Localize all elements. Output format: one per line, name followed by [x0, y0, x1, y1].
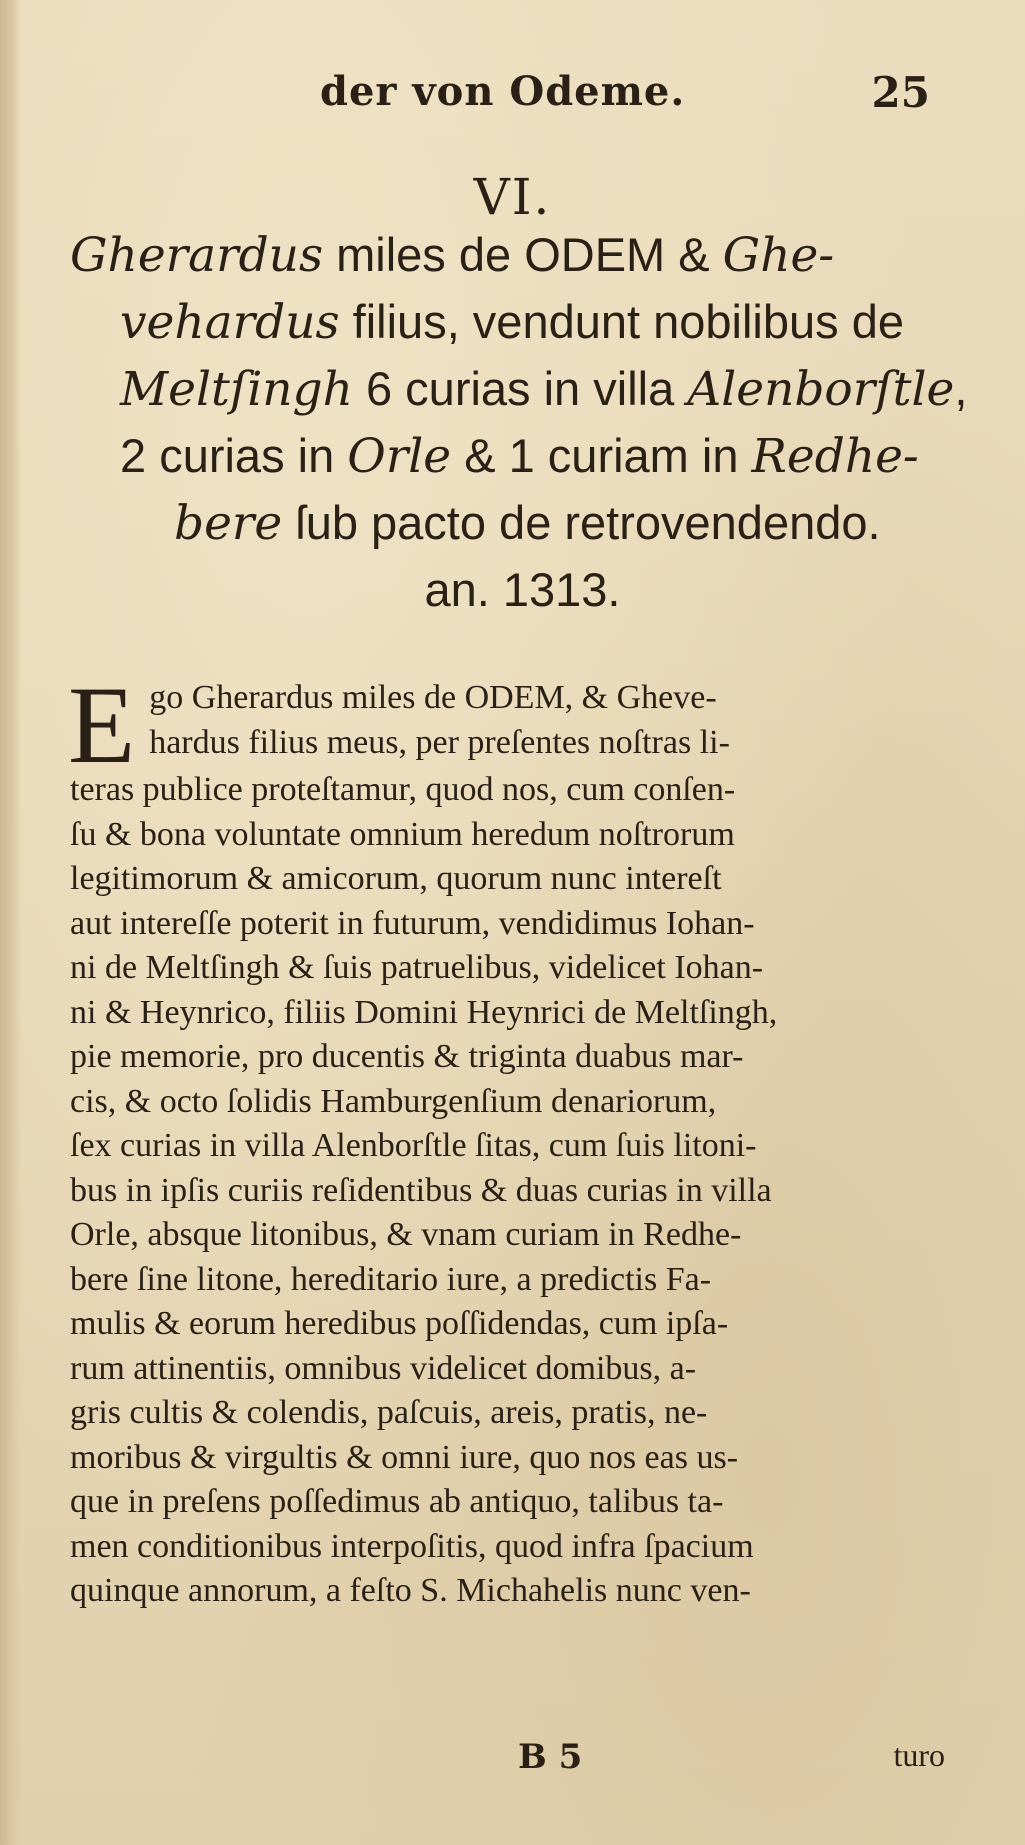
- summary-text: miles de ODEM &: [323, 228, 723, 281]
- summary-text: 6 curias in villa: [352, 362, 688, 415]
- place-name: Orle: [347, 429, 452, 484]
- person-name: vehardus: [120, 295, 340, 350]
- text-line: gris cultis & colendis, paſcuis, areis, pratis, ne-: [70, 1394, 708, 1431]
- text-line: bere ſine litone, hereditario iure, a predictis Fa-: [70, 1260, 712, 1298]
- text-line: go Gherardus miles de ODEM, & Gheve-: [149, 679, 717, 716]
- catchword: turo: [893, 1737, 945, 1773]
- text-line: pie memorie, pro ducentis & triginta duabus mar-: [70, 1038, 744, 1075]
- summary-line: [70, 423, 975, 490]
- place-name: bere: [174, 496, 283, 551]
- summary-line: [70, 356, 975, 423]
- text-line: men conditionibus interpoſitis, quod infra ſpacium: [70, 1527, 754, 1565]
- text-line: ſex curias in villa Alenborſtle ſitas, cum ſuis litoni-: [70, 1127, 757, 1164]
- page-gutter: [0, 0, 22, 1845]
- summary-year: an. 1313.: [424, 563, 621, 616]
- text-line: cis, & octo ſolidis Hamburgenſium denariorum,: [70, 1082, 717, 1120]
- summary-text: ,: [954, 362, 968, 415]
- text-line: ni & Heynrico, filiis Domini Heynrici de Meltſingh,: [70, 993, 778, 1031]
- text-line: rum attinentiis, omnibus videlicet domibus, a-: [70, 1349, 697, 1387]
- summary-text: ſub pacto de retrovendendo.: [282, 496, 881, 549]
- text-line: hardus filius meus, per preſentes noſtras li-: [149, 723, 730, 761]
- text-line: ſu & bona voluntate omnium heredum noſtrorum: [70, 815, 735, 853]
- person-name: Gherardus: [70, 228, 324, 283]
- text-line: legitimorum & amicorum, quorum nunc intereſt: [70, 860, 722, 897]
- summary-text: & 1 curiam in: [451, 429, 752, 482]
- page-footer: [0, 1737, 1025, 1787]
- text-line: mulis & eorum heredibus poſſidendas, cum ipſa-: [70, 1305, 729, 1342]
- text-line: aut intereſſe poterit in futurum, vendidimus Iohan-: [70, 904, 755, 942]
- signature-mark: B 5: [518, 1737, 583, 1777]
- summary-line: [70, 222, 975, 289]
- running-head: der von Odeme.: [320, 68, 686, 115]
- summary-line: [70, 490, 975, 557]
- family-name: Meltſingh: [120, 362, 353, 417]
- place-name: Redhe-: [751, 429, 919, 484]
- text-line: ni de Meltſingh & ſuis patruelibus, videlicet Iohan-: [70, 949, 764, 986]
- text-line: teras publice proteſtamur, quod nos, cum conſen-: [70, 771, 736, 808]
- page-header: [0, 68, 1025, 128]
- summary-text: filius, vendunt nobilibus de: [339, 295, 904, 348]
- charter-text: [68, 664, 975, 1614]
- summary-line: [70, 289, 975, 356]
- person-name: Ghe-: [722, 228, 835, 283]
- charter-summary: [70, 222, 975, 623]
- page-number: 25: [871, 68, 930, 117]
- text-line: bus in ipſis curiis reſidentibus & duas curias in villa: [70, 1171, 772, 1209]
- drop-cap: E: [68, 664, 136, 786]
- summary-text: 2 curias in: [120, 429, 348, 482]
- text-line: moribus & virgultis & omni iure, quo nos eas us-: [70, 1438, 739, 1476]
- text-line: Orle, absque litonibus, & vnam curiam in Redhe-: [70, 1216, 742, 1253]
- section-number: VI.: [473, 168, 552, 226]
- text-line: quinque annorum, a feſto S. Michahelis nunc ven-: [70, 1572, 751, 1609]
- text-line: que in preſens poſſedimus ab antiquo, talibus ta-: [70, 1483, 724, 1520]
- place-name: Alenborſtle: [687, 362, 955, 417]
